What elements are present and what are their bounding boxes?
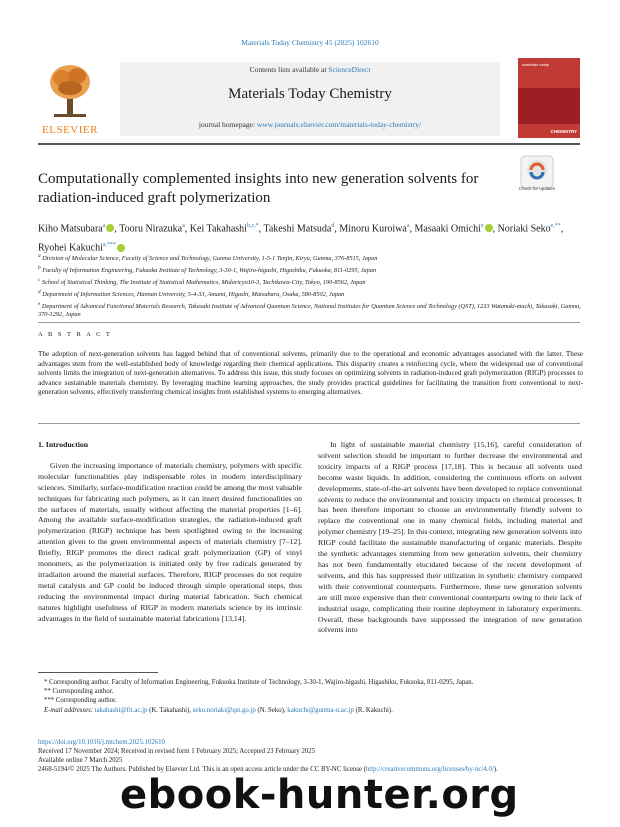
author-name[interactable]: Noriaki Seko — [497, 223, 551, 235]
author-affiliation-marker[interactable]: a — [182, 223, 185, 229]
left-column — [38, 440, 302, 625]
author-affiliation-marker[interactable]: d — [331, 223, 335, 229]
affiliation-text: School of Statistical Thinking, The Institute of Statistical Mathematics, Midoricyo10-3, Tachikawa-City, Tokyo, 190-8562, Japan — [41, 278, 366, 286]
available-online: Available online 7 March 2025 — [38, 757, 123, 764]
author-separator: , — [334, 223, 340, 235]
author-affiliation-marker[interactable]: a — [102, 223, 106, 229]
journal-homepage-link[interactable]: www.journals.elsevier.com/materials-today-chemistry/ — [256, 120, 422, 129]
email-link-kakuchi[interactable]: kakuchi@gunma-u.ac.jp — [287, 706, 354, 714]
abstract-bottom-rule — [38, 423, 580, 424]
author-name[interactable]: Kiho Matsubara — [38, 223, 103, 235]
email-owner-1: (K. Takahashi), — [147, 706, 193, 714]
affiliation-text: Department of Information Sciences, Hannan University, 5-4-33, Amami, Higashi, Matsubara, Osaka, 580-8502, Japan — [42, 290, 345, 298]
abstract-text: The adoption of next-generation solvents has lagged behind that of conventional solvents, primarily due to the operational and economic advantages associated with the latter. These advantages stem from the well-established body of knowledge regarding their chemical applications. This disparity creates a reinforcing cycle, where the widespread use of conventional solvents limits the integration of next-generation alternatives. To address this issue, this study focuses on optimizing solvents in radiation-induced graft polymerization (RIGP) processes to advance sustainable materials chemistry. By leveraging machine learning approaches, the study provides practical guidelines for facilitating the transition from conventional to next-generation solvents, effectively transferring chemical insights from established systems to emerging alternatives. — [38, 350, 583, 397]
journal-title[interactable]: Materials Today Chemistry — [228, 86, 392, 102]
author-name[interactable]: Kei Takahashi — [189, 223, 247, 235]
author-name[interactable]: Ryohei Kakuchi — [38, 242, 103, 254]
elsevier-tree-icon — [46, 62, 94, 120]
affiliation-key: b — [38, 264, 41, 271]
affiliation-text: Department of Advanced Functional Materials Research, Takasaki Institute of Advanced Quantum Science, National Institutes for Quantum Science and Technology (QST), 1233 Watanuki-machi, Takasaki, Gunma, 370-1292, Japan — [38, 302, 581, 319]
contents-line — [120, 65, 500, 74]
check-for-updates-label[interactable]: Check for updates — [518, 186, 556, 191]
homepage-prefix: journal homepage: — [198, 120, 257, 129]
email-link-takahashi[interactable]: takahashi@fit.ac.jp — [94, 706, 148, 714]
author-separator: , — [409, 223, 415, 235]
article-title: Computationally complemented insights into new generation solvents for radiation-induced graft polymerization — [38, 171, 479, 206]
affiliation — [38, 288, 583, 300]
affiliation-key: d — [38, 288, 41, 295]
author-name[interactable]: Tooru Nirazuka — [119, 223, 183, 235]
section-heading: 1. Introduction — [38, 440, 89, 449]
doi-link[interactable]: https://doi.org/10.1016/j.mtchem.2025.102610 — [38, 739, 165, 746]
footnote-1: * Corresponding author. Faculty of Information Engineering, Fukuoka Institute of Technology, 3-30-1, Wajiro-higashi, Higashiku, Fukuoka, 811-0295, Japan. — [44, 679, 474, 686]
author-separator: , — [560, 223, 564, 235]
elsevier-logo[interactable] — [38, 62, 102, 138]
abstract-heading: A B S T R A C T — [38, 331, 112, 338]
footnote-3: *** Corresponding author. — [44, 697, 117, 705]
author-separator: , — [184, 223, 190, 235]
author-affiliation-marker[interactable]: b,c,* — [246, 223, 259, 229]
journal-cover-thumbnail[interactable] — [518, 58, 580, 138]
affiliation-text: Faculty of Information Engineering, Fukuoka Institute of Technology, 3-30-1, Wajiro-higashi, Higashiku, Fukuoka, 811-0295, Japan — [42, 266, 377, 274]
email-owner-2: (N. Seko), — [255, 706, 288, 714]
author-affiliation-marker[interactable]: e — [480, 223, 484, 229]
affiliation-key: c — [38, 276, 41, 283]
journal-reference[interactable]: Materials Today Chemistry 45 (2025) 102610 — [241, 38, 379, 47]
cover-label: CHEMISTRY — [550, 129, 577, 134]
affiliation — [38, 300, 583, 321]
sciencedirect-link[interactable]: ScienceDirect — [328, 65, 371, 74]
email-prefix: E-mail addresses: — [44, 706, 95, 714]
license-suffix: ). — [493, 766, 498, 773]
author-name[interactable]: Masaaki Omichi — [414, 223, 481, 235]
affiliation — [38, 264, 583, 276]
affiliation-list — [38, 252, 583, 320]
right-column — [318, 440, 582, 636]
cover-masthead: materials today — [522, 62, 550, 67]
footnote-2: ** Corresponding author. — [44, 688, 114, 696]
author-affiliation-marker[interactable]: e,** — [550, 223, 561, 229]
watermark: ebook-hunter.org — [120, 772, 519, 818]
affiliation-key: e — [38, 300, 41, 307]
footnotes — [38, 678, 583, 715]
orcid-icon[interactable] — [117, 244, 125, 252]
journal-banner — [120, 62, 500, 136]
affiliation-text: Division of Molecular Science, Faculty of Science and Technology, Gunma University, 1-5-1 Tenjin, Kiryu, Gunma, 376-8515, Japan — [42, 255, 378, 263]
intro-paragraph-right: In light of sustainable material chemistry [15,16], careful consideration of solvent selection should be important to further decrease the environmental and toxicity impacts of a RIGP process [17,18]. This is because all solvents used become waste liquids. In addition, considering the continuous efforts on solvent developments, state-of-the-art solvents have been developed to replace conventional solvents to reduce the environmental and toxicity impacts on chemical processes. It has been therefore important to choose an environmentally friendly solvent to replace the conventional one in many chemical fields, including material and polymer chemistry [19–25]. In this context, integrating new generation solvents into RIGP could facilitate the sustainable manufacturing of organic materials. Despite the synthetic advantages stemming from new generation solvents, their chemistry has not been fundamentally elucidated because of the recent development of solvents, and this has suppressed their utilization in synthetic chemistry compared with their conventional counterparts. Furthermore, these new generation solvents are still more expensive than their conventional counterparts owing to their lack of industrial usage, complicating their routine deployment in laboratory experiments. Overall, these backgrounds have suppressed the integration of new generation solvents into — [318, 440, 582, 635]
email-link-seko[interactable]: seko.noriaki@qst.go.jp — [192, 706, 256, 714]
abstract-top-rule — [38, 322, 580, 323]
author-affiliation-marker[interactable]: a — [406, 223, 410, 229]
author-list — [38, 218, 583, 257]
homepage-line — [120, 120, 500, 129]
email-owner-3: (R. Kakuchi). — [353, 706, 393, 714]
publication-info — [38, 738, 583, 774]
footnote-rule — [38, 672, 158, 673]
author-affiliation-marker[interactable]: a,*** — [102, 242, 117, 249]
author-separator: , — [492, 223, 498, 235]
intro-paragraph-left: Given the increasing importance of materials chemistry, polymers with specific molecular functionalities play indispensable roles in modern interdisciplinary sciences. Similarly, surface-modification reaction could be among the most valuable techniques for fabricating such polymers, as it can insert desired functionalities on the surfaces of materials, usually without affecting the material properties [1–6]. Among the available surface-modification strategies, the radiation-induced graft polymerization (RIGP) technique has been spotlighted owing to the increasing attention given to the green environmental aspects of materials chemistry [7–12]. Briefly, RIGP promotes the direct radical graft polymerization (GP) of vinyl monomers, as the polymerization is initiated only by free radicals generated by irradiation around the material surfaces. Therefore, RIGP processes do not require metal catalysts and GP could be induced through simple operational steps, thus reducing the environmental impact during material fabrication. Such chemical natures highlight usefulness of RIGP in modern materials science by its intrinsic advantages in the field of sustainable material fabrications [13,14]. — [38, 460, 302, 623]
publisher-name: ELSEVIER — [42, 124, 98, 136]
license-link[interactable]: http://creativecommons.org/licenses/by-nc/4.0/ — [365, 766, 494, 773]
masthead — [38, 58, 580, 140]
author-separator: , — [258, 223, 264, 235]
email-addresses — [38, 706, 583, 715]
author-name[interactable]: Takeshi Matsuda — [263, 223, 332, 235]
author-separator: , — [114, 223, 120, 235]
orcid-icon[interactable] — [485, 224, 493, 232]
author-name[interactable]: Minoru Kuroiwa — [339, 223, 407, 235]
cover-band — [518, 88, 580, 124]
received-dates: Received 17 November 2024; Received in revised form 1 February 2025; Accepted 23 February 2025 — [38, 748, 316, 755]
license-text: 2468-5194/© 2025 The Authors. Published by Elsevier Ltd. This is an open access article under the CC BY-NC license ( — [38, 766, 366, 773]
check-for-updates-icon[interactable] — [520, 155, 554, 189]
affiliation — [38, 276, 583, 288]
affiliation — [38, 252, 583, 264]
affiliation-key: a — [38, 253, 41, 259]
header-divider — [38, 143, 580, 145]
contents-prefix: Contents lists available at — [249, 65, 329, 74]
